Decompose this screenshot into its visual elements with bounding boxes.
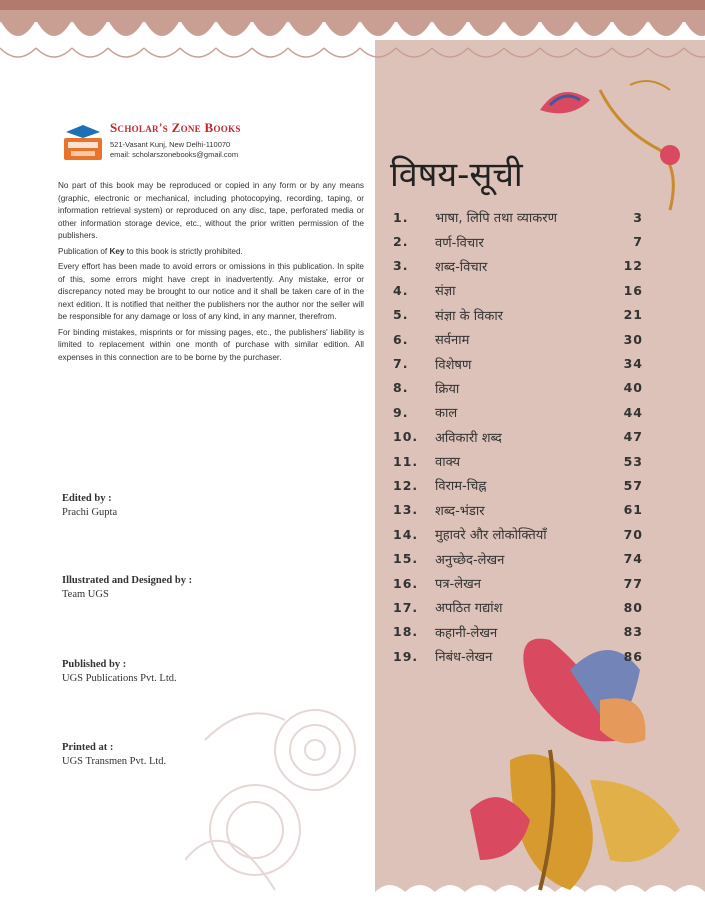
toc-item-page: 44 [623, 404, 643, 420]
scallop-outline [72, 48, 108, 57]
toc-item [393, 229, 643, 253]
toc-item-number: 19. [393, 648, 419, 664]
toc-item-label: सर्वनाम [435, 333, 470, 349]
scallop [0, 20, 36, 36]
credit-label: Edited by : [62, 493, 112, 504]
scallop-outline [216, 48, 252, 57]
toc-item-number: 11. [393, 453, 419, 469]
toc-item [393, 571, 643, 595]
lace-flower-decoration [185, 660, 385, 900]
toc-item-label: पत्र-लेखन [435, 577, 481, 593]
toc-item-page: 12 [623, 258, 643, 274]
scallop-outline [360, 48, 396, 57]
credit-edited [62, 492, 117, 520]
toc-item-page: 7 [633, 234, 643, 250]
toc-item [393, 303, 643, 327]
toc-item [393, 400, 643, 424]
scallop-outline [36, 48, 72, 57]
publisher-brand: Scholar's Zone Books [110, 120, 241, 135]
toc-item [393, 644, 643, 668]
scallop-outline [504, 48, 540, 57]
toc-item-page: 47 [623, 429, 643, 445]
scallop [288, 20, 324, 36]
scallop-outline [288, 48, 324, 57]
toc-item-number: 17. [393, 599, 419, 615]
toc-item-label: वाक्य [435, 455, 461, 471]
credit-value: UGS Transmen Pvt. Ltd. [62, 756, 167, 767]
floral-bottom-right-decoration [450, 630, 705, 900]
toc-item [393, 546, 643, 570]
toc-item [393, 425, 643, 449]
scallop [144, 20, 180, 36]
toc-item-label: क्रिया [435, 381, 460, 397]
toc-item-label: संज्ञा के विकार [435, 308, 503, 324]
toc-item-label: अविकारी शब्द [435, 430, 502, 446]
toc-item-label: विशेषण [435, 357, 472, 373]
toc-item-label: शब्द-भंडार [435, 503, 485, 519]
scallop [72, 20, 108, 36]
scallop-outline [180, 48, 216, 57]
notice-key-post: to this book is strictly prohibited. [124, 246, 243, 256]
scallop-outline [396, 48, 432, 57]
toc-item [393, 620, 643, 644]
scallop [216, 20, 252, 36]
toc-item-number: 8. [393, 380, 409, 396]
credit-label: Printed at : [62, 742, 114, 753]
scallop-outline [468, 48, 504, 57]
toc-item [393, 473, 643, 497]
toc-item-number: 3. [393, 258, 409, 274]
toc-item-label: वर्ण-विचार [435, 235, 484, 251]
scallop-outline [108, 48, 144, 57]
toc-item-label: विराम-चिह्न [435, 479, 487, 495]
scallop [252, 20, 288, 36]
toc-item-number: 1. [393, 209, 409, 225]
scallop-outline [252, 48, 288, 57]
table-of-contents [393, 205, 643, 668]
toc-item [393, 327, 643, 351]
credit-label: Illustrated and Designed by : [62, 575, 193, 586]
scallop [612, 20, 648, 36]
toc-item-page: 57 [623, 477, 643, 493]
publisher-contact [110, 140, 238, 160]
scallop-outline [612, 48, 648, 57]
toc-item-page: 70 [623, 526, 643, 542]
toc-item-page: 16 [623, 282, 643, 298]
credit-printed [62, 741, 166, 769]
credit-value: UGS Publications Pvt. Ltd. [62, 673, 177, 684]
publisher-logo [62, 122, 104, 162]
publisher-email: email: scholarszonebooks@gmail.com [110, 150, 239, 159]
toc-item-page: 61 [623, 502, 643, 518]
toc-item-number: 4. [393, 282, 409, 298]
toc-item-page: 53 [623, 453, 643, 469]
toc-item-number: 13. [393, 502, 419, 518]
toc-item-page: 3 [633, 209, 643, 225]
toc-item-label: अपठित गद्यांश [435, 601, 503, 617]
notice-binding: For binding mistakes, misprints or for missing pages, etc., the publishers' liability is limited to replacement within one month of purchase with similar edition. All expenses in this connection are to be borne by the purchaser. [58, 327, 364, 362]
notice-key [58, 246, 364, 259]
toc-item-number: 18. [393, 624, 419, 640]
toc-item-label: कहानी-लेखन [435, 625, 498, 641]
scallop [576, 20, 612, 36]
toc-item-page: 40 [623, 380, 643, 396]
scallop [36, 20, 72, 36]
credit-published [62, 658, 177, 686]
credit-illustrated [62, 574, 192, 602]
scallop-outline [576, 48, 612, 57]
scallop [684, 20, 705, 36]
toc-item [393, 595, 643, 619]
scallop [180, 20, 216, 36]
toc-item-label: शब्द-विचार [435, 259, 488, 275]
scallop [405, 885, 435, 900]
toc-item [393, 254, 643, 278]
toc-item-page: 34 [623, 356, 643, 372]
scallop [432, 20, 468, 36]
scallop-outline [324, 48, 360, 57]
scalloped-top-border [0, 0, 705, 80]
toc-item-label: भाषा, लिपि तथा व्याकरण [435, 211, 557, 227]
toc-item-number: 12. [393, 477, 419, 493]
toc-item-page: 83 [623, 624, 643, 640]
toc-item-number: 2. [393, 234, 409, 250]
toc-item [393, 351, 643, 375]
publisher-address: 521-Vasant Kunj, New Delhi-110070 [110, 140, 231, 149]
toc-item-number: 9. [393, 404, 409, 420]
scallop [108, 20, 144, 36]
credit-label: Published by : [62, 659, 127, 670]
scallop [468, 20, 504, 36]
toc-item-label: संज्ञा [435, 284, 456, 300]
toc-item-page: 80 [623, 599, 643, 615]
notice-key-bold: Key [109, 246, 125, 256]
notice-errors: Every effort has been made to avoid errors or omissions in this publication. In spite of this, some errors might have crept in inadvertently. Any mistake, error or discrepancy noted may be brought to our notice and it shall be taken care of in the next edition. It is notified that neither the publishers nor the author nor the seller will be responsible for any damage or loss of any kind, in any manner, therefrom. [58, 262, 364, 321]
toc-item [393, 449, 643, 473]
toc-item-label: अनुच्छेद-लेखन [435, 552, 505, 568]
toc-item-label: निबंध-लेखन [435, 650, 493, 666]
scallop [360, 20, 396, 36]
toc-item-page: 21 [623, 307, 643, 323]
toc-item [393, 498, 643, 522]
scallop [540, 20, 576, 36]
copyright-notice [58, 180, 364, 367]
toc-title: विषय-सूची [390, 155, 523, 195]
toc-item [393, 205, 643, 229]
toc-item [393, 278, 643, 302]
toc-item-page: 30 [623, 331, 643, 347]
notice-key-pre: Publication of [58, 246, 110, 256]
toc-item-number: 6. [393, 331, 409, 347]
toc-item [393, 376, 643, 400]
notice-reproduction: No part of this book may be reproduced or copied in any form or by any means (graphic, electronic or mechanical, including photocopying, recording, taping, or information retrieval system) or reproduced on any disc, tape, perforated media or other information storage device, etc., without the prior written permission of the publishers. [58, 181, 364, 240]
toc-item-number: 16. [393, 575, 419, 591]
scallop-outline [540, 48, 576, 57]
toc-item-page: 77 [623, 575, 643, 591]
scallop [648, 20, 684, 36]
toc-item [393, 522, 643, 546]
credit-value: Team UGS [62, 589, 109, 600]
scallop-outline [432, 48, 468, 57]
toc-item-number: 5. [393, 307, 409, 323]
credit-value: Prachi Gupta [62, 507, 118, 518]
toc-item-number: 15. [393, 551, 419, 567]
scallop-outline [684, 48, 705, 57]
scallop [504, 20, 540, 36]
toc-item-page: 74 [623, 551, 643, 567]
toc-item-number: 7. [393, 356, 409, 372]
scallop [324, 20, 360, 36]
toc-item-page: 86 [623, 648, 643, 664]
scallop-outline [648, 48, 684, 57]
toc-item-number: 10. [393, 429, 419, 445]
scallop-outline [144, 48, 180, 57]
scallop [396, 20, 432, 36]
toc-item-label: काल [435, 406, 458, 422]
toc-item-number: 14. [393, 526, 419, 542]
toc-item-label: मुहावरे और लोकोक्तियाँ [435, 528, 547, 544]
scallop-outline [0, 48, 36, 57]
